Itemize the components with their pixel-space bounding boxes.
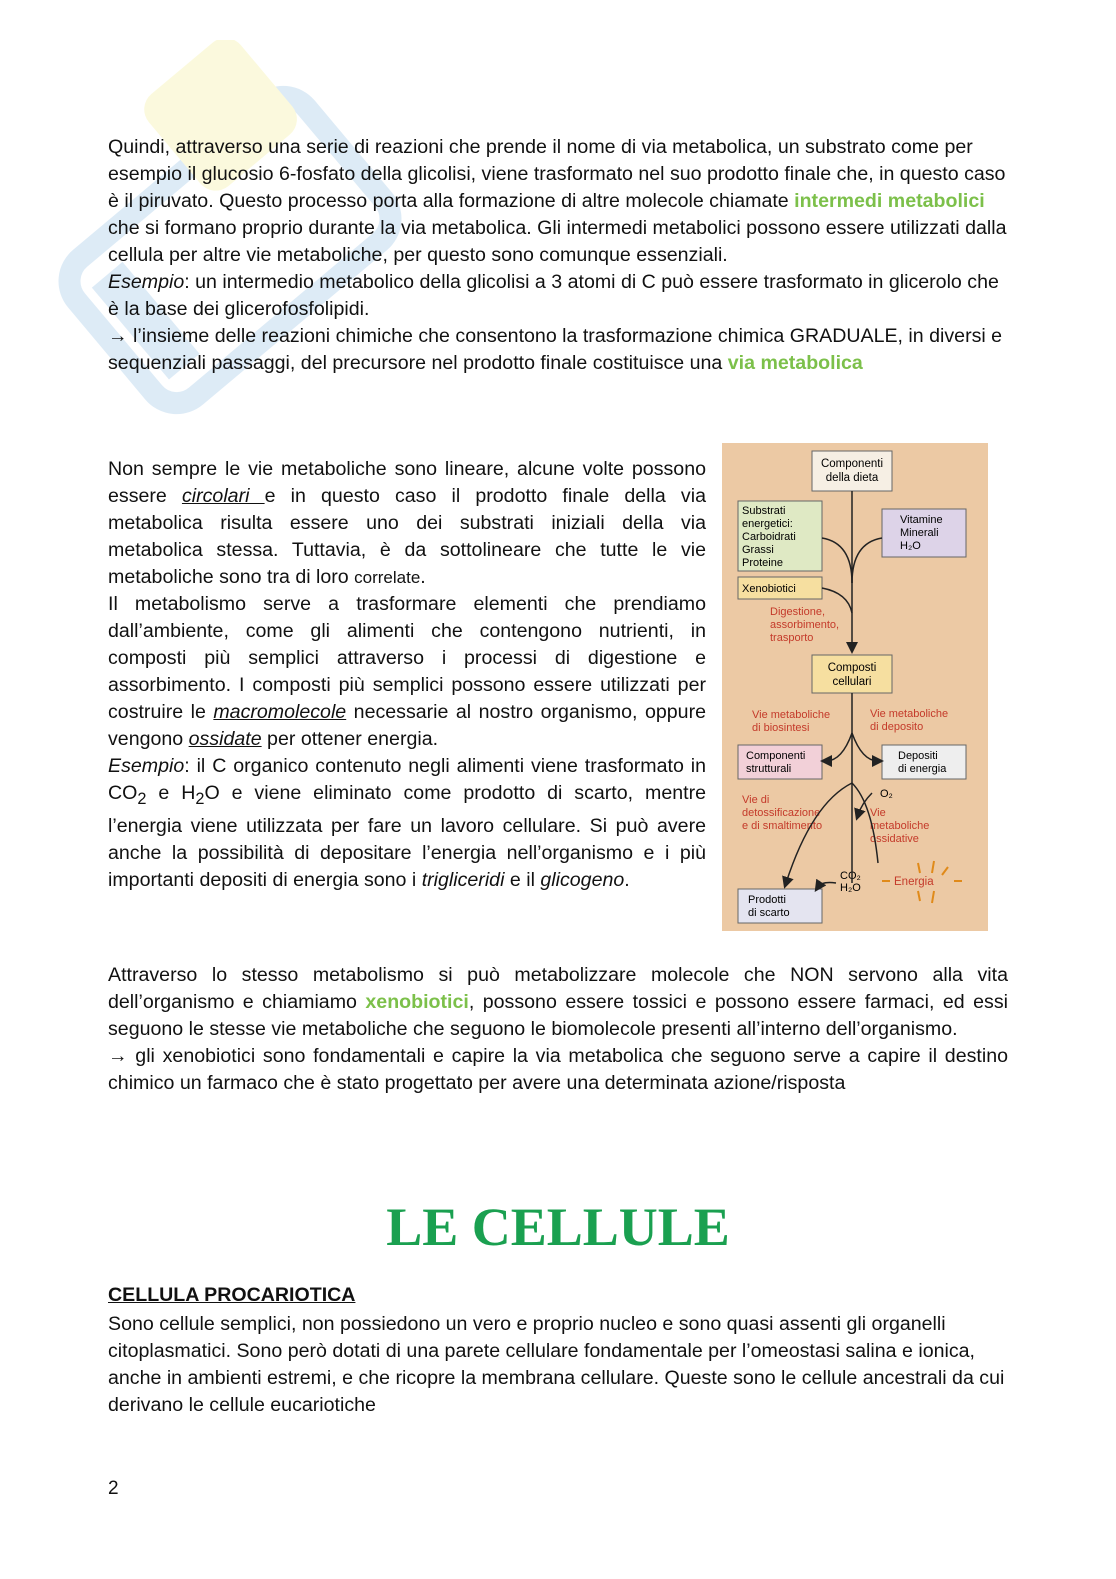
term-intermedi-metabolici: intermedi metabolici [794,190,985,212]
label-composti-1: Composti [827,662,877,674]
label-vitamine-2: Minerali [900,527,939,539]
intro-paragraph [108,134,1008,377]
label-ossidative-1: Vie [870,807,886,819]
label-detox-2: detossificazione [742,807,821,819]
label-energia: Energia [894,876,934,888]
label-vie-biosintesi-1: Vie metaboliche [752,709,831,721]
subscript: 2 [195,789,205,808]
label-vie-deposito-1: Vie metaboliche [870,708,949,720]
text-segment: Il metabolismo serve a trasformare elementi che prendiamo dall’ambiente, come gli alimenti che contengono nutrienti, in composti più semplici attraverso i processi di digestione e assorbimento. I composti più semplici possono essere utilizzati per costruire le [108,593,706,723]
label-substrati-1: Substrati [742,505,786,517]
text-segment: . [420,566,426,588]
label-substrati-2: energetici: [742,518,793,530]
example-text: : un intermedio metabolico della glicolisi a 3 atomi di C può essere trasformato in glicerolo che è la base dei glicerofosfolipidi. [108,271,999,320]
label-substrati-5: Proteine [742,557,783,569]
label-prodotti-1: Prodotti [748,894,786,906]
term-circolari: circolari [181,485,265,507]
label-substrati-4: Grassi [742,544,774,556]
label-depositi-2: di energia [898,763,947,775]
subscript: 2 [137,789,147,808]
term-xenobiotici: xenobiotici [365,991,469,1013]
label-detox-3: e di smaltimento [742,820,823,832]
subsection-heading: CELLULA PROCARIOTICA [108,1284,356,1306]
label-ossidative-3: ossidative [870,833,919,845]
label-prodotti-2: di scarto [748,907,790,919]
label-componenti-dieta-1: Componenti [820,458,884,470]
intro-text-2: che si formano proprio durante la via metabolica. Gli intermedi metabolici possono essere utilizzati dalla cellula per altre vie metaboliche, per questo sono comunque essenziali. [108,217,1007,266]
label-depositi-1: Depositi [898,750,938,762]
label-h2o: H₂O [840,882,861,894]
example-label: Esempio [108,271,185,293]
text-segment: necessarie al nostro organismo, oppure vengono [108,701,706,750]
intro-text-1: Quindi, attraverso una serie di reazioni che prende il nome di via metabolica, un substrato come per esempio il glucosio 6-fosfato della glicolisi, viene trasformato nel suo prodotto finale che, in questo caso è il piruvato. Questo processo porta alla formazione di altre molecole chiamate [108,136,1006,212]
section-title: LE CELLULE [386,1197,730,1257]
arrow-note-text: → l’insieme delle reazioni chimiche che consentono la trasformazione chimica GRADUALE, in diversi e sequenziali passaggi, del precursore nel prodotto finale costituisce una [108,325,1003,374]
term-ossidate: ossidate [188,728,262,750]
label-ossidative-2: metaboliche [870,820,930,832]
label-digestione-3: trasporto [770,632,814,644]
xeno-text-2: , possono essere tossici e possono essere farmaci, ed essi seguono le stesse vie metaboliche che seguono le biomolecole presenti all’interno dell’organismo. [108,991,1008,1040]
label-vitamine-3: H₂O [900,540,921,552]
label-digestione-2: assorbimento, [770,619,840,631]
term-via-metabolica: via metabolica [727,352,863,374]
label-digestione-1: Digestione, [770,606,826,618]
text-segment: e in questo caso il prodotto finale della via metabolica risulta essere uno dei substrati iniziali della via metabolica stessa. Tuttavia, è da sottolineare che tutte le vie metaboliche sono tra di loro [108,485,706,588]
term-glicogeno: glicogeno [540,868,625,891]
label-composti-2: cellulari [832,676,872,688]
term-trigliceridi: trigliceridi [421,868,505,891]
box-componenti-dieta [812,451,892,491]
arrow-note-2: → gli xenobiotici sono fondamentali e capire la via metabolica che seguono serve a capire il destino chimico un farmaco che è stato progettato per avere una determinata azione/risposta [108,1045,1008,1094]
term-macromolecole: macromolecole [213,701,347,723]
xeno-text-1: Attraverso lo stesso metabolismo si può metabolizzare molecole che NON servono alla vita dell’organismo e chiamiamo [108,964,1008,1013]
term-correlate: correlate [354,568,421,587]
label-vie-deposito-2: di deposito [870,721,924,733]
label-vie-biosintesi-2: di biosintesi [752,722,810,734]
label-detox-1: Vie di [742,794,770,806]
text-segment: O e viene eliminato come prodotto di scarto, mentre l’energia viene utilizzata per fare un lavoro cellulare. Si può avere anche la possibilità di depositare l’energia nell’organismo e i più importanti depositi di energia sono i [108,782,706,891]
text-segment: e il [504,868,541,891]
label-o2: O₂ [880,788,893,800]
label-co2: CO₂ [840,870,861,882]
label-componenti-dieta-2: della dieta [825,472,879,484]
page-number: 2 [108,1478,119,1499]
left-column-text [108,456,706,894]
label-substrati-3: Carboidrati [742,531,796,543]
metabolism-diagram [722,443,988,931]
text-segment: e H [146,782,196,804]
text-segment: . [624,868,630,891]
xenobiotics-paragraph [108,962,1008,1097]
example-label: Esempio [108,755,185,777]
subsection-text: Sono cellule semplici, non possiedono un vero e proprio nucleo e sono quasi assenti gli organelli citoplasmatici. Sono però dotati di una parete cellulare fondamentale per l’omeostasi salina e ionica, anche in ambienti estremi, e che ricopre la membrana cellulare. Queste sono le cellule ancestrali da cui derivano le cellule eucariotiche [108,1313,1005,1416]
text-segment: : il C organico contenuto negli alimenti viene trasformato in CO [108,755,706,804]
label-xenobiotici: Xenobiotici [742,583,796,595]
label-strutturali-2: strutturali [746,763,792,775]
label-strutturali-1: Componenti [746,750,806,762]
text-segment: Non sempre le vie metaboliche sono lineare, alcune volte possono essere [108,458,706,507]
text-segment: per ottener energia. [261,728,439,750]
label-vitamine-1: Vitamine [900,514,943,526]
